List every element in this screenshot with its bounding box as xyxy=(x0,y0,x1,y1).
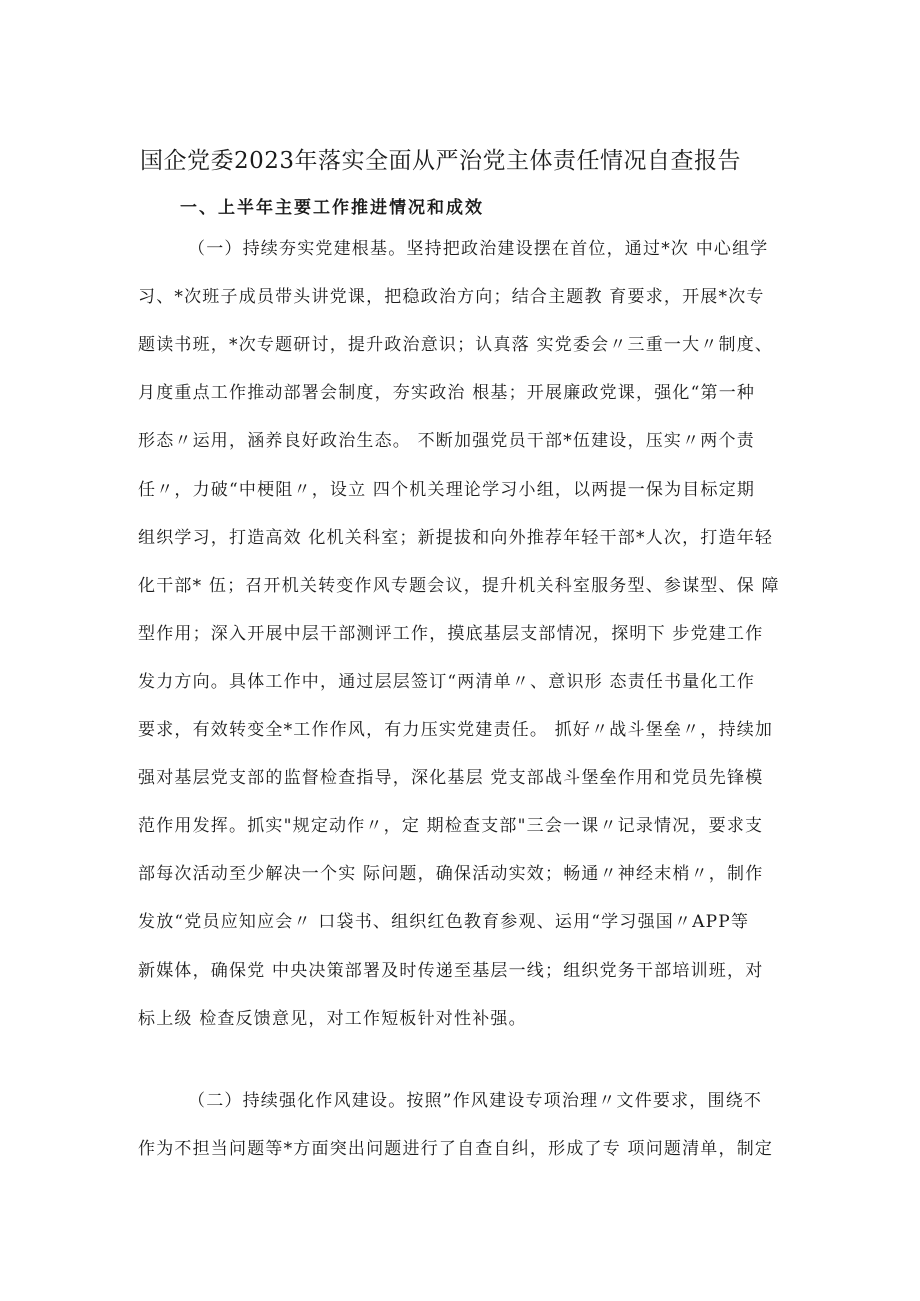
text-line: 发力方向。具体工作中，通过层层签订“两清单〃、意识形 态责任书量化工作 xyxy=(138,671,756,692)
text-line: 习、*次班子成员带头讲党课，把稳政治方向；结合主题教 育要求，开展*次专 xyxy=(138,287,765,308)
document-title: 国企党委2023年落实全面从严治党主体责任情况自查报告 xyxy=(140,148,742,174)
text-line: 强对基层党支部的监督检查指导，深化基层 党支部战斗堡垒作用和党员先锋模 xyxy=(138,768,764,789)
text-line: 型作用；深入开展中层干部测评工作，摸底基层支部情况，探明下 步党建工作 xyxy=(138,623,764,644)
text-line: 要求，有效转变全*工作作风，有力压实党建责任。 抓好〃战斗堡垒〃，持续加 xyxy=(138,720,774,740)
text-line: 标上级 检查反馈意见，对工作短板针对性补强。 xyxy=(138,1008,527,1029)
text-line: 题读书班，*次专题研讨，提升政治意识；认真落 实党委会〃三重一大〃制度、 xyxy=(138,335,774,356)
text-line: 新媒体，确保党 中央决策部署及时传递至基层一线；组织党务干部培训班，对 xyxy=(138,960,764,981)
text-line: （二）持续强化作风建设。按照”作风建设专项治理〃文件要求，围绕不 xyxy=(188,1091,763,1111)
text-line: 组织学习，打造高效 化机关科室；新提拔和向外推荐年轻干部*人次，打造年轻 xyxy=(138,527,774,548)
text-line: 作为不担当问题等*方面突出问题进行了自查自纠，形成了专 项问题清单，制定 xyxy=(138,1139,774,1160)
text-line: 任〃，力破“中梗阻〃，设立 四个机关理论学习小组，以两提一保为目标定期 xyxy=(138,479,756,500)
text-line: 形态〃运用，涵养良好政治生态。 不断加强党员干部*伍建设，压实〃两个责 xyxy=(138,431,755,452)
text-line: 发放“党员应知应会〃 口袋书、组织红色教育参观、运用“学习强国〃APP等 xyxy=(138,912,750,933)
text-line: 月度重点工作推动部署会制度，夯实政治 根基；开展廉政党课，强化“第一种 xyxy=(138,383,756,404)
text-line: 范作用发挥。抓实"规定动作〃，定 期检查支部"三会一课〃记录情况，要求支 xyxy=(138,816,764,837)
text-line: （一）持续夯实党建根基。坚持把政治建设摆在首位，通过*次 中心组学 xyxy=(188,239,769,259)
text-line: 部每次活动至少解决一个实 际问题，确保活动实效；畅通〃神经末梢〃，制作 xyxy=(138,864,764,885)
section-heading: 一、上半年主要工作推进情况和成效 xyxy=(180,198,484,218)
text-line: 化干部* 伍；召开机关转变作风专题会议，提升机关科室服务型、参谋型、保 障 xyxy=(138,575,780,596)
